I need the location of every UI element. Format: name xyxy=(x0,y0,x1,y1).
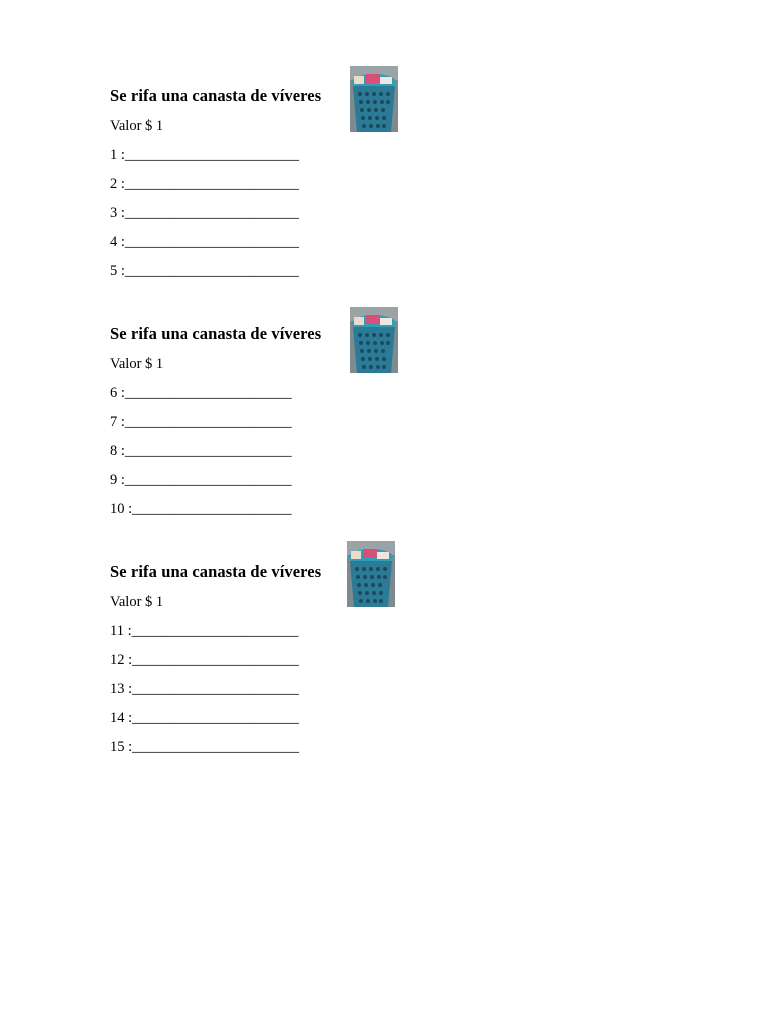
ticket-number-line: 4 :________________________ xyxy=(110,234,299,250)
ticket-number-line: 8 :_______________________ xyxy=(110,443,292,459)
food-basket-image xyxy=(350,66,398,132)
ticket-number-line: 6 :_______________________ xyxy=(110,385,292,401)
ticket-number-line: 9 :_______________________ xyxy=(110,472,292,488)
ticket-number-line: 12 :_______________________ xyxy=(110,652,299,668)
ticket-title: Se rifa una canasta de víveres xyxy=(110,86,322,105)
ticket-number-line: 3 :________________________ xyxy=(110,205,299,221)
ticket-price: Valor $ 1 xyxy=(110,118,164,134)
food-basket-image xyxy=(347,541,395,607)
ticket-title: Se rifa una canasta de víveres xyxy=(110,324,322,343)
ticket-number-line: 15 :_______________________ xyxy=(110,739,299,755)
ticket-number-line: 10 :______________________ xyxy=(110,501,292,517)
ticket-number-line: 13 :_______________________ xyxy=(110,681,299,697)
ticket-price: Valor $ 1 xyxy=(110,356,164,372)
food-basket-image xyxy=(350,307,398,373)
ticket-number-line: 5 :________________________ xyxy=(110,263,299,279)
ticket-number-line: 14 :_______________________ xyxy=(110,710,299,726)
ticket-number-line: 11 :_______________________ xyxy=(110,623,299,639)
ticket-price: Valor $ 1 xyxy=(110,594,164,610)
ticket-title: Se rifa una canasta de víveres xyxy=(110,562,322,581)
ticket-number-line: 2 :________________________ xyxy=(110,176,299,192)
ticket-number-line: 1 :________________________ xyxy=(110,147,299,163)
ticket-number-line: 7 :_______________________ xyxy=(110,414,292,430)
